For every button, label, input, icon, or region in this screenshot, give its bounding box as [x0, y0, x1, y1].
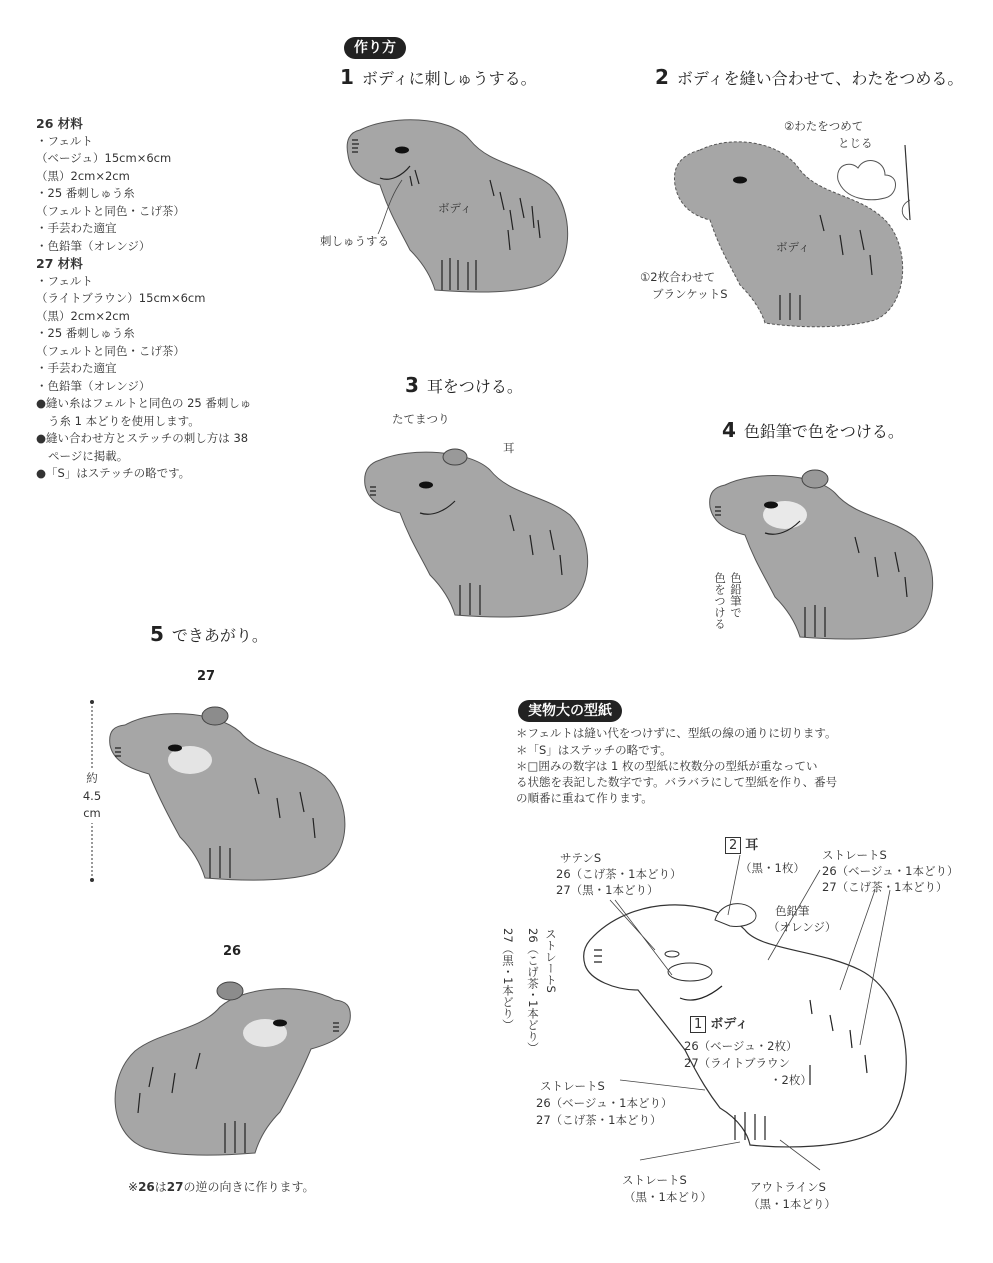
pattern-vertical-label-3: 27（黒・1本どり） — [501, 928, 515, 1031]
step-num: 3 — [405, 373, 419, 397]
pattern-note: る状態を表記した数字です。バラバラにして型紙を作り、番号 — [516, 775, 838, 789]
footnote-mid: は — [154, 1180, 167, 1194]
mat27-item: （ライトブラウン）15cm×6cm — [36, 291, 206, 305]
footnote-mark: ※ — [128, 1180, 139, 1194]
footnote-26: 26 — [138, 1180, 155, 1194]
size-unit: cm — [83, 806, 101, 820]
mat27-item: ・手芸わた適宜 — [36, 361, 117, 375]
body-name: ボディ — [710, 1017, 749, 1032]
pattern-body-sub-1: 26（ベージュ・2枚） — [684, 1039, 798, 1053]
pattern-pencil-2: （オレンジ） — [768, 920, 837, 934]
step-2-title — [655, 65, 963, 89]
pattern-note: ＊□囲みの数字は 1 枚の型紙に枚数分の型紙が重なってい — [516, 759, 818, 773]
mat26-item: ・25 番刺しゅう糸 — [36, 186, 135, 200]
size-value: 4.5 — [82, 788, 102, 803]
materials-block — [36, 115, 306, 483]
pattern-body-title — [690, 1017, 748, 1032]
size-approx: 約 — [86, 771, 98, 785]
ear-number-box: 2 — [725, 837, 741, 854]
materials-note: ●「S」はステッチの略です。 — [36, 466, 191, 480]
label-26: 26 — [223, 944, 242, 959]
pattern-satin-2: 26（こげ茶・1本どり） — [556, 867, 682, 881]
step2-body-label: ボディ — [776, 240, 810, 254]
pattern-straight-mid-3: 27（こげ茶・1本どり） — [536, 1113, 662, 1127]
step-num: 4 — [722, 418, 736, 442]
mat27-item: ・フェルト — [36, 273, 93, 288]
footnote-text: の逆の向きに作ります。 — [183, 1180, 315, 1194]
step-4-title — [722, 418, 904, 442]
mat27-item: （黒）2cm×2cm — [36, 308, 130, 323]
pattern-note: ＊「S」はステッチの略です。 — [516, 743, 672, 757]
step-num: 5 — [150, 622, 164, 646]
pattern-straight-top-2: 26（ベージュ・1本どり） — [822, 864, 959, 878]
step3-capybara — [360, 445, 600, 625]
step3-callout-ear: 耳 — [503, 441, 515, 455]
pattern-body-sub-2: 27（ライトブラウン — [684, 1056, 790, 1070]
materials-note: ●縫い糸はフェルトと同色の 25 番刺しゅ — [36, 396, 252, 410]
label-27: 27 — [197, 669, 216, 684]
body-number-box: 1 — [690, 1016, 706, 1033]
mat27-item: ・25 番刺しゅう糸 — [36, 326, 135, 340]
step1-callout: 刺しゅうする — [320, 234, 389, 248]
size-label — [78, 770, 106, 823]
step-1-title — [340, 65, 537, 89]
pattern-straight-bottom-2: （黒・1本どり） — [624, 1190, 712, 1204]
section-badge-howto: 作り方 — [344, 37, 406, 59]
materials-note: ●縫い合わせ方とステッチの刺し方は 38 — [36, 431, 249, 445]
step-text: 色鉛筆で色をつける。 — [743, 422, 904, 441]
pattern-satin-3: 27（黒・1本どり） — [556, 883, 659, 897]
pattern-straight-top-1: ストレートS — [822, 848, 887, 862]
pattern-pencil-1: 色鉛筆 — [775, 904, 810, 918]
step-text: 耳をつける。 — [426, 377, 523, 396]
pattern-straight-bottom-1: ストレートS — [622, 1173, 687, 1187]
step-text: できあがり。 — [171, 626, 268, 645]
step4-capybara — [705, 465, 945, 650]
step2-callout-blanket-2: ブランケットS — [652, 287, 728, 301]
mat26-item: ・手芸わた適宜 — [36, 221, 117, 235]
mat26-item: （ベージュ）15cm×6cm — [36, 151, 172, 165]
mat27-item: （フェルトと同色・こげ茶） — [36, 343, 185, 358]
pattern-straight-mid-2: 26（ベージュ・1本どり） — [536, 1096, 673, 1110]
step1-body-label: ボディ — [438, 201, 472, 215]
pattern-outline-1: アウトラインS — [750, 1180, 826, 1194]
pattern-satin-1: サテンS — [560, 851, 602, 865]
step4-callout-2: 色をつける — [713, 572, 727, 630]
step-text: ボディを縫い合わせて、わたをつめる。 — [676, 69, 964, 88]
pattern-straight-top-3: 27（こげ茶・1本どり） — [822, 880, 948, 894]
pattern-straight-mid-1: ストレートS — [540, 1079, 605, 1093]
pattern-vertical-label-2: 26（こげ茶・1本どり） — [526, 928, 540, 1054]
step1-leader — [0, 0, 1, 1]
step2-callout-cotton-1: ②わたをつめて — [784, 119, 864, 133]
ear-name: 耳 — [745, 838, 759, 853]
footnote-27: 27 — [166, 1180, 184, 1194]
step2-cotton-needle — [830, 140, 930, 240]
step4-callout-1: 色鉛筆で — [729, 572, 743, 618]
step-num: 2 — [655, 65, 669, 89]
step-5-title — [150, 622, 268, 646]
step2-callout-cotton-2: とじる — [838, 136, 873, 150]
mat26-item: ・フェルト — [36, 133, 93, 148]
step2-callout-blanket-1: ①2枚合わせて — [640, 270, 716, 284]
step3-callout-stitch: たてまつり — [392, 412, 450, 426]
step-num: 1 — [340, 65, 354, 89]
pattern-note: ＊フェルトは縫い代をつけずに、型紙の線の通りに切ります。 — [516, 726, 837, 740]
finished-capybara-27 — [105, 700, 365, 885]
mat26-item: （フェルトと同色・こげ茶） — [36, 203, 185, 218]
pattern-note: の順番に重ねて作ります。 — [516, 791, 653, 805]
pattern-ear-title — [725, 838, 758, 853]
materials-27-title: 27 材料 — [36, 256, 83, 271]
pattern-body-sub-3: ・2枚） — [770, 1073, 812, 1087]
mat26-item: （黒）2cm×2cm — [36, 168, 130, 183]
section-badge-pattern: 実物大の型紙 — [518, 700, 622, 722]
finished-capybara-26 — [105, 975, 355, 1160]
materials-26-title: 26 材料 — [36, 116, 83, 131]
materials-note: う糸 1 本どりを使用します。 — [48, 413, 200, 428]
step-text: ボディに刺しゅうする。 — [361, 69, 537, 88]
materials-note: ページに掲載。 — [48, 448, 129, 463]
pattern-outline-2: （黒・1本どり） — [748, 1197, 836, 1211]
step-3-title — [405, 373, 523, 397]
mat27-item: ・色鉛筆（オレンジ） — [36, 378, 151, 393]
step5-footnote — [128, 1180, 315, 1195]
pattern-ear-sub: （黒・1枚） — [740, 861, 805, 875]
pattern-vertical-label-1: ストレートS — [544, 928, 558, 993]
mat26-item: ・色鉛筆（オレンジ） — [36, 238, 151, 253]
